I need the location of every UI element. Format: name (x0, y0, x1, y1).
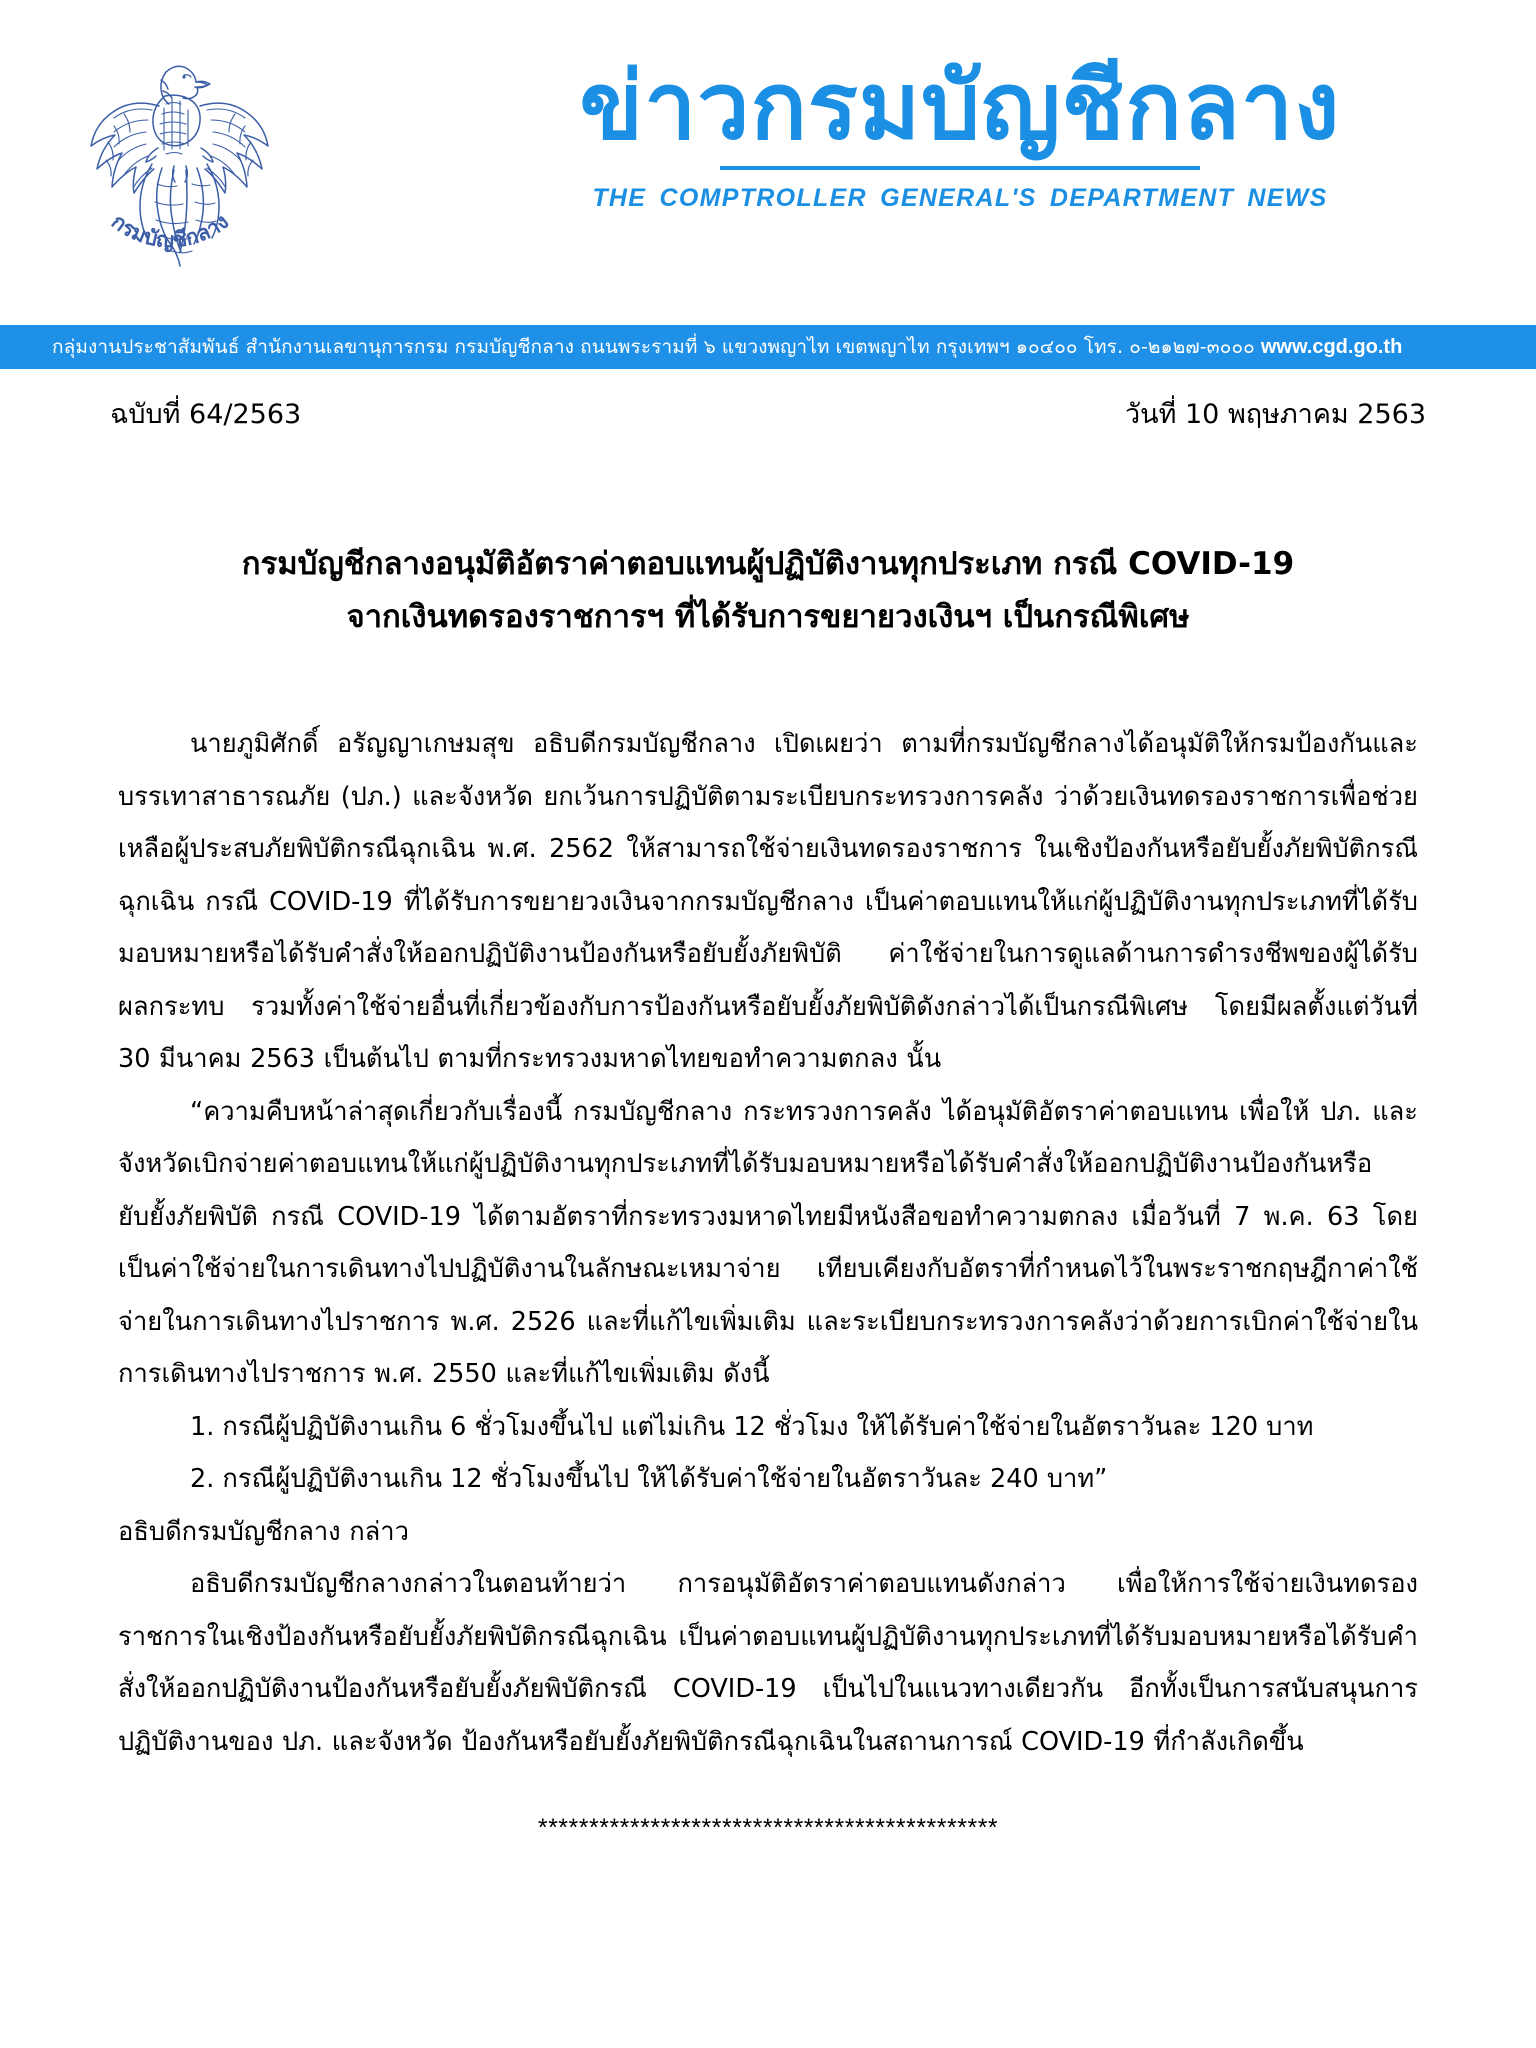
masthead-title-english: THE COMPTROLLER GENERAL'S DEPARTMENT NEWS (592, 184, 1328, 213)
emblem-caption: กรมบัญชีกลาง (106, 209, 234, 253)
document-body (0, 718, 1536, 1843)
website-url[interactable]: www.cgd.go.th (1260, 335, 1403, 358)
footer-separator: ********************************************* (537, 1814, 999, 1843)
attribution-line: อธิบดีกรมบัญชีกลาง กล่าว (118, 1516, 409, 1547)
address-banner (0, 325, 1536, 369)
document-meta-row (0, 392, 1536, 435)
masthead (0, 0, 1536, 318)
svg-text:กรมบัญชีกลาง (107, 209, 233, 253)
list-item: 2. กรณีผู้ปฏิบัติงานเกิน 12 ชั่วโมงขึ้นไป ให้ได้รับค่าใช้จ่ายในอัตราวันละ 240 บาท” (190, 1464, 1108, 1495)
masthead-underline-rule (720, 166, 1200, 170)
masthead-title-thai: ข่าวกรมบัญชีกลาง (579, 52, 1341, 160)
paragraph-2: “ความคืบหน้าล่าสุดเกี่ยวกับเรื่องนี้ กรมบัญชีกลาง กระทรวงการคลัง ได้อนุมัติอัตราค่าตอบแทน เพื่อให้ ปภ. และจังหวัดเบิกจ่ายค่าตอบแทนให้แก่ผู้ปฏิบัติงานทุกประเภทที่ได้รับมอบหมายหรือได้รับคำสั่งให้ออกปฏิบัติงานป้องกันหรือยับยั้งภัยพิบัติ กรณี COVID-19 ได้ตามอัตราที่กระทรวงมหาดไทยมีหนังสือขอทำความตกลง เมื่อวันที่ 7 พ.ค. 63 โดยเป็นค่าใช้จ่ายในการเดินทางไปปฏิบัติงานในลักษณะเหมาจ่าย เทียบเคียงกับอัตราที่กำหนดไว้ในพระราชกฤษฎีกาค่าใช้จ่ายในการเดินทางไปราชการ พ.ศ. 2526 และที่แก้ไขเพิ่มเติม และระเบียบกระทรวงการคลังว่าด้วยการเบิกค่าใช้จ่ายในการเดินทางไปราชการ พ.ศ. 2550 และที่แก้ไขเพิ่มเติม ดังนี้ (118, 1096, 1418, 1390)
page-title-line-2: จากเงินทดรองราชการฯ ที่ได้รับการขยายวงเงินฯ เป็นกรณีพิเศษ (346, 599, 1190, 636)
page-title (0, 538, 1536, 645)
paragraph-3: อธิบดีกรมบัญชีกลางกล่าวในตอนท้ายว่า การอนุมัติอัตราค่าตอบแทนดังกล่าว เพื่อให้การใช้จ่ายเงินทดรองราชการในเชิงป้องกันหรือยับยั้งภัยพิบัติกรณีฉุกเฉิน เป็นค่าตอบแทนผู้ปฏิบัติงานทุกประเภทที่ได้รับมอบหมายหรือได้รับคำสั่งให้ออกปฏิบัติงานป้องกันหรือยับยั้งภัยพิบัติกรณี COVID-19 เป็นไปในแนวทางเดียวกัน อีกทั้งเป็นการสนับสนุนการปฏิบัติงานของ ปภ. และจังหวัด ป้องกันหรือยับยั้งภัยพิบัติกรณีฉุกเฉินในสถานการณ์ COVID-19 ที่กำลังเกิดขึ้น (118, 1569, 1418, 1757)
masthead-titles (520, 48, 1400, 213)
list-item: 1. กรณีผู้ปฏิบัติงานเกิน 6 ชั่วโมงขึ้นไป แต่ไม่เกิน 12 ชั่วโมง ให้ได้รับค่าใช้จ่ายในอัตราวันละ 120 บาท (190, 1411, 1314, 1442)
paragraph-1: นายภูมิศักดิ์ อรัญญาเกษมสุข อธิบดีกรมบัญชีกลาง เปิดเผยว่า ตามที่กรมบัญชีกลางได้อนุมัติให้กรมป้องกันและบรรเทาสาธารณภัย (ปภ.) และจังหวัด ยกเว้นการปฏิบัติตามระเบียบกระทรวงการคลัง ว่าด้วยเงินทดรองราชการเพื่อช่วยเหลือผู้ประสบภัยพิบัติกรณีฉุกเฉิน พ.ศ. 2562 ให้สามารถใช้จ่ายเงินทดรองราชการ ในเชิงป้องกันหรือยับยั้งภัยพิบัติกรณีฉุกเฉิน กรณี COVID-19 ที่ได้รับการขยายวงเงินจากกรมบัญชีกลาง เป็นค่าตอบแทนให้แก่ผู้ปฏิบัติงานทุกประเภทที่ได้รับมอบหมายหรือได้รับคำสั่งให้ออกปฏิบัติงานป้องกันหรือยับยั้งภัยพิบัติ ค่าใช้จ่ายในการดูแลด้านการดำรงชีพของผู้ได้รับผลกระทบ รวมทั้งค่าใช้จ่ายอื่นที่เกี่ยวข้องกับการป้องกันหรือยับยั้งภัยพิบัติดังกล่าวได้เป็นกรณีพิเศษ โดยมีผลตั้งแต่วันที่ 30 มีนาคม 2563 เป็นต้นไป ตามที่กระทรวงมหาดไทยขอทำความตกลง นั้น (118, 729, 1418, 1075)
garuda-emblem-icon (62, 44, 277, 269)
page-title-line-1: กรมบัญชีกลางอนุมัติอัตราค่าตอบแทนผู้ปฏิบัติงานทุกประเภท กรณี COVID-19 (241, 546, 1295, 582)
issue-number: ฉบับที่ 64/2563 (110, 399, 302, 430)
publication-date: วันที่ 10 พฤษภาคม 2563 (1125, 399, 1426, 430)
address-text: กลุ่มงานประชาสัมพันธ์ สำนักงานเลขานุการกรม กรมบัญชีกลาง ถนนพระรามที่ ๖ แขวงพญาไท เขตพญาไท กรุงเทพฯ ๑๐๔๐๐ โทร. ๐-๒๑๒๗-๓๐๐๐ (52, 336, 1255, 358)
